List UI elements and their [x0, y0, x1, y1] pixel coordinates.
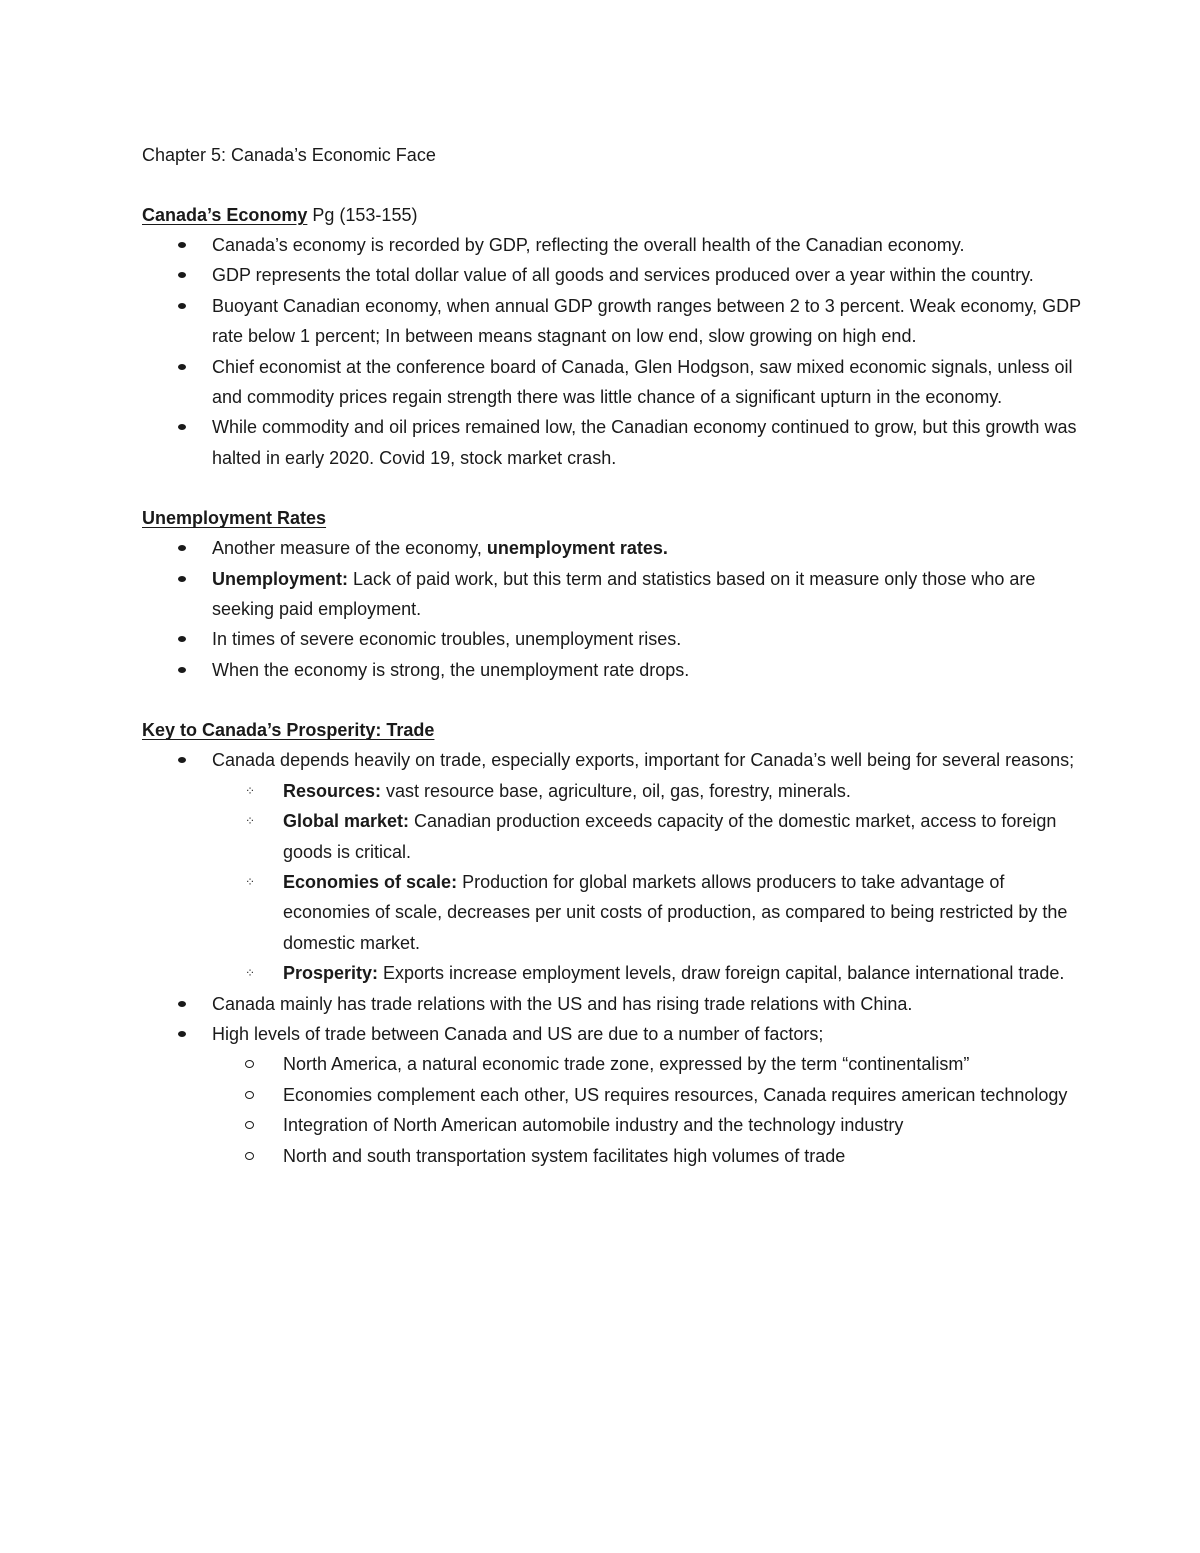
- list-item: Canada’s economy is recorded by GDP, reflecting the overall health of the Canadian economy.: [212, 230, 1082, 260]
- section-canadas-economy: [142, 200, 1082, 473]
- dotted-bullet-icon: ⁘: [245, 966, 256, 981]
- heading-label: Key to Canada’s Prosperity: Trade: [142, 720, 435, 741]
- list-item-text: Another measure of the economy,: [212, 538, 487, 559]
- list-item: When the economy is strong, the unemployment rate drops.: [212, 655, 1082, 685]
- bullet-list: [142, 533, 1082, 685]
- sub-list-item: Economies complement each other, US requires resources, Canada requires american technology: [283, 1080, 1082, 1110]
- term-label: Global market:: [283, 811, 410, 832]
- heading-label: Unemployment Rates: [142, 508, 327, 529]
- sub-list-item: [245, 867, 1082, 958]
- term-definition: Exports increase employment levels, draw foreign capital, balance international trade.: [378, 963, 1065, 984]
- list-item: While commodity and oil prices remained low, the Canadian economy continued to grow, but this growth was halted in early 2020. Covid 19, stock market crash.: [212, 412, 1082, 473]
- bullet-list: [142, 745, 1082, 1171]
- section-trade: [142, 715, 1082, 1171]
- factors-list: [212, 1049, 1082, 1171]
- dotted-bullet-icon: ⁘: [245, 874, 256, 889]
- sub-list-item: North America, a natural economic trade zone, expressed by the term “continentalism”: [283, 1049, 1082, 1079]
- list-item: GDP represents the total dollar value of all goods and services produced over a year within the country.: [212, 260, 1082, 290]
- heading-label: Canada’s Economy: [142, 205, 308, 225]
- term-definition: Canadian production exceeds capacity of the domestic market, access to foreign goods is critical.: [283, 811, 1057, 862]
- list-item-text: Canada depends heavily on trade, especially exports, important for Canada’s well being for several reasons;: [212, 750, 1075, 771]
- document-page: [142, 140, 1082, 1171]
- sub-list-item: North and south transportation system facilitates high volumes of trade: [283, 1141, 1082, 1171]
- list-item: In times of severe economic troubles, unemployment rises.: [212, 624, 1082, 654]
- sub-list-item: Integration of North American automobile industry and the technology industry: [283, 1110, 1082, 1140]
- list-item: Buoyant Canadian economy, when annual GDP growth ranges between 2 to 3 percent. Weak economy, GDP rate below 1 percent; In between means stagnant on low end, slow growing on high end.: [212, 291, 1082, 352]
- term-label: Economies of scale:: [283, 871, 458, 892]
- list-item-text: High levels of trade between Canada and US are due to a number of factors;: [212, 1023, 824, 1044]
- list-item: [212, 533, 1082, 563]
- section-unemployment-rates: [142, 503, 1082, 685]
- page-reference: Pg (153-155): [307, 205, 418, 225]
- bullet-list: [142, 230, 1082, 473]
- dotted-bullet-icon: ⁘: [245, 814, 256, 829]
- term-label: Resources:: [283, 780, 382, 801]
- dotted-bullet-icon: ⁘: [245, 783, 256, 798]
- sub-list-item: [245, 806, 1082, 867]
- section-heading: [142, 200, 1082, 230]
- term-definition: vast resource base, agriculture, oil, gas, forestry, minerals.: [381, 780, 851, 801]
- section-heading: [142, 715, 1082, 745]
- list-item: [212, 564, 1082, 625]
- term-label: Unemployment:: [212, 568, 349, 589]
- list-item: Canada mainly has trade relations with the US and has rising trade relations with China.: [212, 989, 1082, 1019]
- reasons-list: [212, 776, 1082, 989]
- section-heading: [142, 503, 1082, 533]
- sub-list-item: [245, 958, 1082, 988]
- term-definition: Lack of paid work, but this term and statistics based on it measure only those who are seeking paid employment.: [212, 568, 1036, 620]
- list-item-bold: unemployment rates.: [486, 538, 668, 559]
- list-item: [212, 745, 1082, 988]
- sub-list-item: [245, 776, 1082, 806]
- term-definition: Production for global markets allows producers to take advantage of economies of scale, decreases per unit costs of production, as compared to being restricted by the domestic market.: [283, 871, 1068, 953]
- document-title: Chapter 5: Canada’s Economic Face: [142, 145, 436, 165]
- list-item: Chief economist at the conference board of Canada, Glen Hodgson, saw mixed economic signals, unless oil and commodity prices regain strength there was little chance of a significant upturn in the economy.: [212, 352, 1082, 413]
- term-label: Prosperity:: [283, 963, 379, 984]
- list-item: [212, 1019, 1082, 1171]
